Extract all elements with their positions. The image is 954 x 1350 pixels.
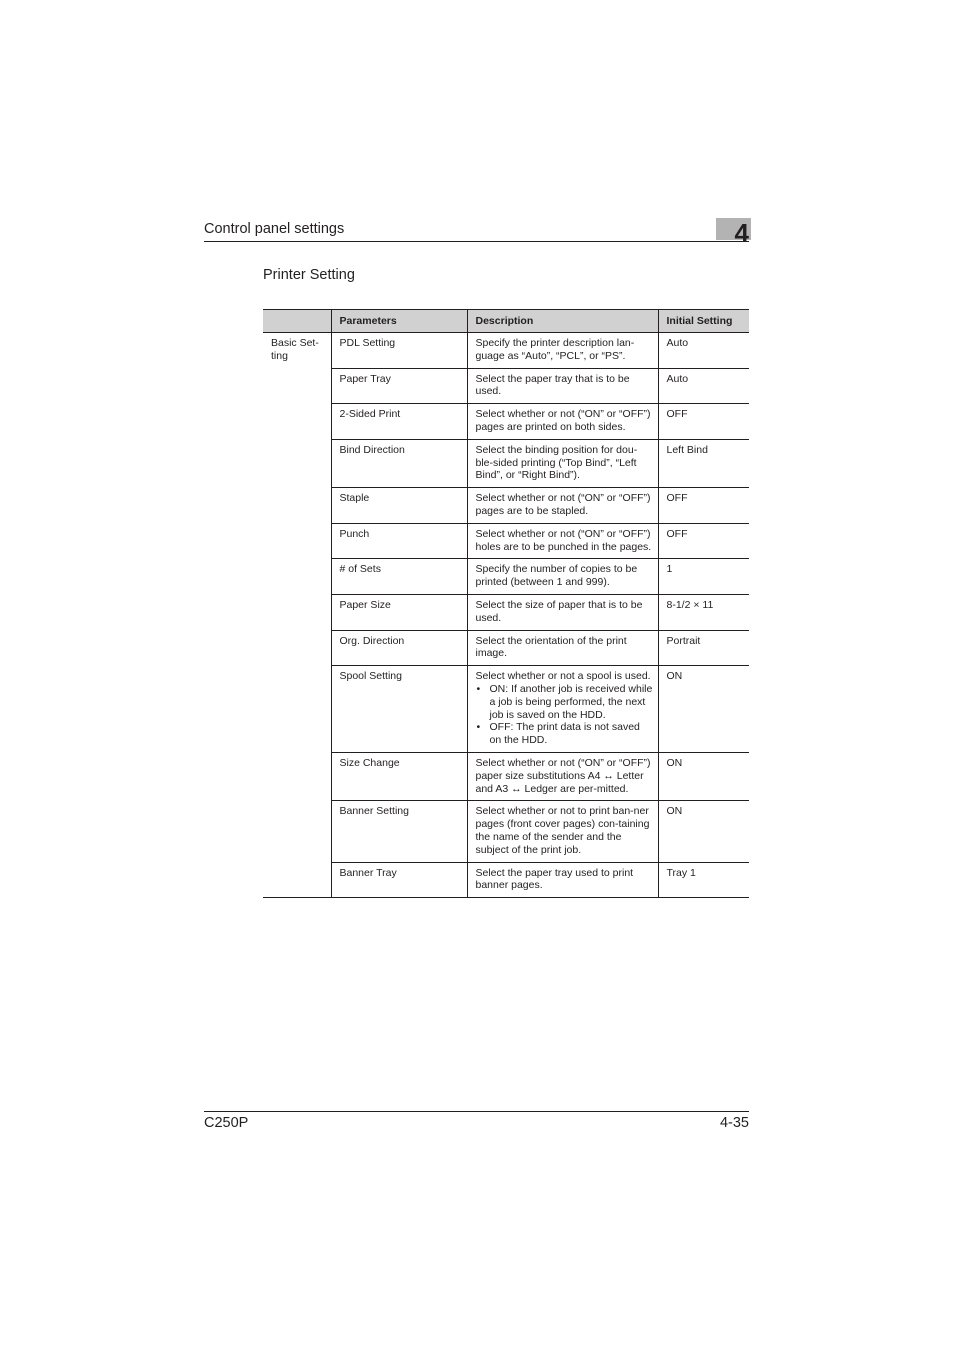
description-cell: Select whether or not to print ban-ner pages (front cover pages) con-taining the name of the sender and the subject of the print job. [467,801,658,862]
table-row [263,559,749,595]
description-cell: Select the paper tray that is to be used. [467,368,658,404]
column-header-description: Description [467,310,658,333]
table-header-row [263,310,749,333]
chapter-number: 4 [734,218,749,248]
column-header-initial-setting: Initial Setting [658,310,749,333]
table-row [263,488,749,524]
initial-setting-cell: 8-1/2 × 11 [658,594,749,630]
parameter-cell: # of Sets [331,559,467,595]
initial-setting-cell: OFF [658,488,749,524]
initial-setting-cell: ON [658,666,749,753]
parameter-cell: Banner Tray [331,862,467,898]
column-header-group [263,310,331,333]
bullet-item: • OFF: The print data is not saved on the HDD. [476,721,654,747]
bullet-list [476,683,654,747]
table-row [263,801,749,862]
footer-model: C250P [204,1115,249,1131]
table-row [263,594,749,630]
initial-setting-cell: Portrait [658,630,749,666]
description-cell: Select whether or not (“ON” or “OFF”) holes are to be punched in the pages. [467,523,658,559]
initial-setting-cell: Tray 1 [658,862,749,898]
initial-setting-cell: OFF [658,404,749,440]
parameter-cell: Paper Tray [331,368,467,404]
initial-setting-cell: Left Bind [658,439,749,487]
table-row [263,404,749,440]
bullet-item: • ON: If another job is received while a job is being performed, the next job is saved on the HDD. [476,683,654,721]
description-cell: Select the orientation of the print image. [467,630,658,666]
printer-setting-table [263,309,749,898]
description-cell: Select whether or not (“ON” or “OFF”) pages are to be stapled. [467,488,658,524]
parameter-cell: Banner Setting [331,801,467,862]
parameter-cell: 2-Sided Print [331,404,467,440]
table-row [263,666,749,753]
initial-setting-cell: OFF [658,523,749,559]
group-label: Basic Set-ting [263,333,331,898]
description-cell: Specify the printer description lan-guage as “Auto”, “PCL”, or “PS”. [467,333,658,369]
description-cell: Specify the number of copies to be printed (between 1 and 999). [467,559,658,595]
parameter-cell: PDL Setting [331,333,467,369]
table-row [263,523,749,559]
table-row [263,439,749,487]
parameter-cell: Size Change [331,752,467,800]
table-row [263,630,749,666]
table-row [263,752,749,800]
table-row [263,368,749,404]
description-text: Select whether or not a spool is used. [475,670,651,683]
parameter-cell: Org. Direction [331,630,467,666]
description-cell [467,666,658,753]
parameter-cell: Paper Size [331,594,467,630]
description-cell: Select the size of paper that is to be used. [467,594,658,630]
description-cell: Select whether or not (“ON” or “OFF”) pages are printed on both sides. [467,404,658,440]
header-title: Control panel settings [204,221,345,237]
footer-page-number: 4-35 [719,1115,749,1131]
parameter-cell: Punch [331,523,467,559]
initial-setting-cell: Auto [658,368,749,404]
description-cell: Select the paper tray used to print banner pages. [467,862,658,898]
initial-setting-cell: ON [658,752,749,800]
initial-setting-cell: Auto [658,333,749,369]
description-cell: Select the binding position for dou-ble-sided printing (“Top Bind”, “Left Bind”, or “Right Bind”). [467,439,658,487]
initial-setting-cell: ON [658,801,749,862]
table-row [263,333,749,369]
description-cell: Select whether or not (“ON” or “OFF”) paper size substitutions A4 ↔ Letter and A3 ↔ Ledger are per-mitted. [467,752,658,800]
initial-setting-cell: 1 [658,559,749,595]
table-row [263,862,749,898]
parameter-cell: Bind Direction [331,439,467,487]
header-rule [204,241,749,242]
footer-rule [204,1111,749,1112]
chapter-tab [716,218,751,248]
parameter-cell: Spool Setting [331,666,467,753]
column-header-parameters: Parameters [331,310,467,333]
parameter-cell: Staple [331,488,467,524]
section-title: Printer Setting [263,267,355,283]
